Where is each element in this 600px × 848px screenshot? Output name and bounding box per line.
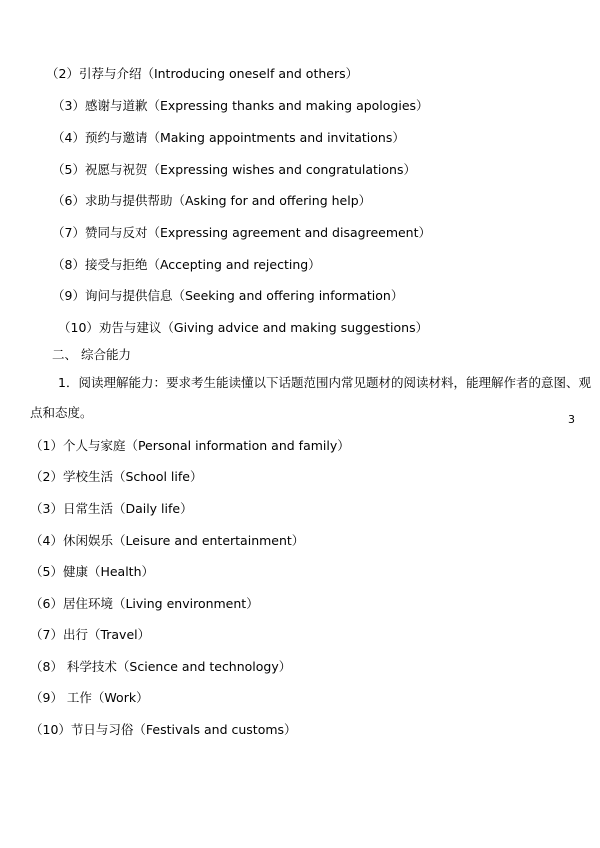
- topic-item: （1）个人与家庭（Personal information and family）: [30, 438, 350, 453]
- page-number: 3: [568, 413, 575, 426]
- topic-item: （9） 工作（Work）: [30, 690, 149, 705]
- section-heading: 二、 综合能力: [52, 347, 131, 362]
- topic-item: （4）休闲娱乐（Leisure and entertainment）: [30, 533, 305, 548]
- topic-item: （10）节日与习俗（Festivals and customs）: [30, 722, 297, 737]
- topic-item: （7）出行（Travel）: [30, 627, 151, 642]
- topic-item: （6）居住环境（Living environment）: [30, 596, 259, 611]
- function-item: （6）求助与提供帮助（Asking for and offering help）: [52, 193, 372, 208]
- function-item: （9）询问与提供信息（Seeking and offering information）: [52, 288, 404, 303]
- function-item: （10）劝告与建议（Giving advice and making suggestions）: [58, 320, 429, 335]
- topic-item: （5）健康（Health）: [30, 564, 154, 579]
- function-item: （3）感谢与道歉（Expressing thanks and making apologies）: [52, 98, 429, 113]
- reading-paragraph: 点和态度。: [30, 405, 93, 420]
- function-item: （5）祝愿与祝贺（Expressing wishes and congratulations）: [52, 162, 416, 177]
- function-item: （4）预约与邀请（Making appointments and invitations）: [52, 130, 405, 145]
- function-item: （2）引荐与介绍（Introducing oneself and others）: [46, 66, 359, 81]
- topic-item: （2）学校生活（School life）: [30, 469, 203, 484]
- function-item: （8）接受与拒绝（Accepting and rejecting）: [52, 257, 321, 272]
- function-item: （7）赞同与反对（Expressing agreement and disagreement）: [52, 225, 432, 240]
- topic-item: （8） 科学技术（Science and technology）: [30, 659, 292, 674]
- topic-item: （3）日常生活（Daily life）: [30, 501, 193, 516]
- reading-paragraph: 1．阅读理解能力：要求考生能读懂以下话题范围内常见题材的阅读材料，能理解作者的意图、观: [58, 375, 591, 390]
